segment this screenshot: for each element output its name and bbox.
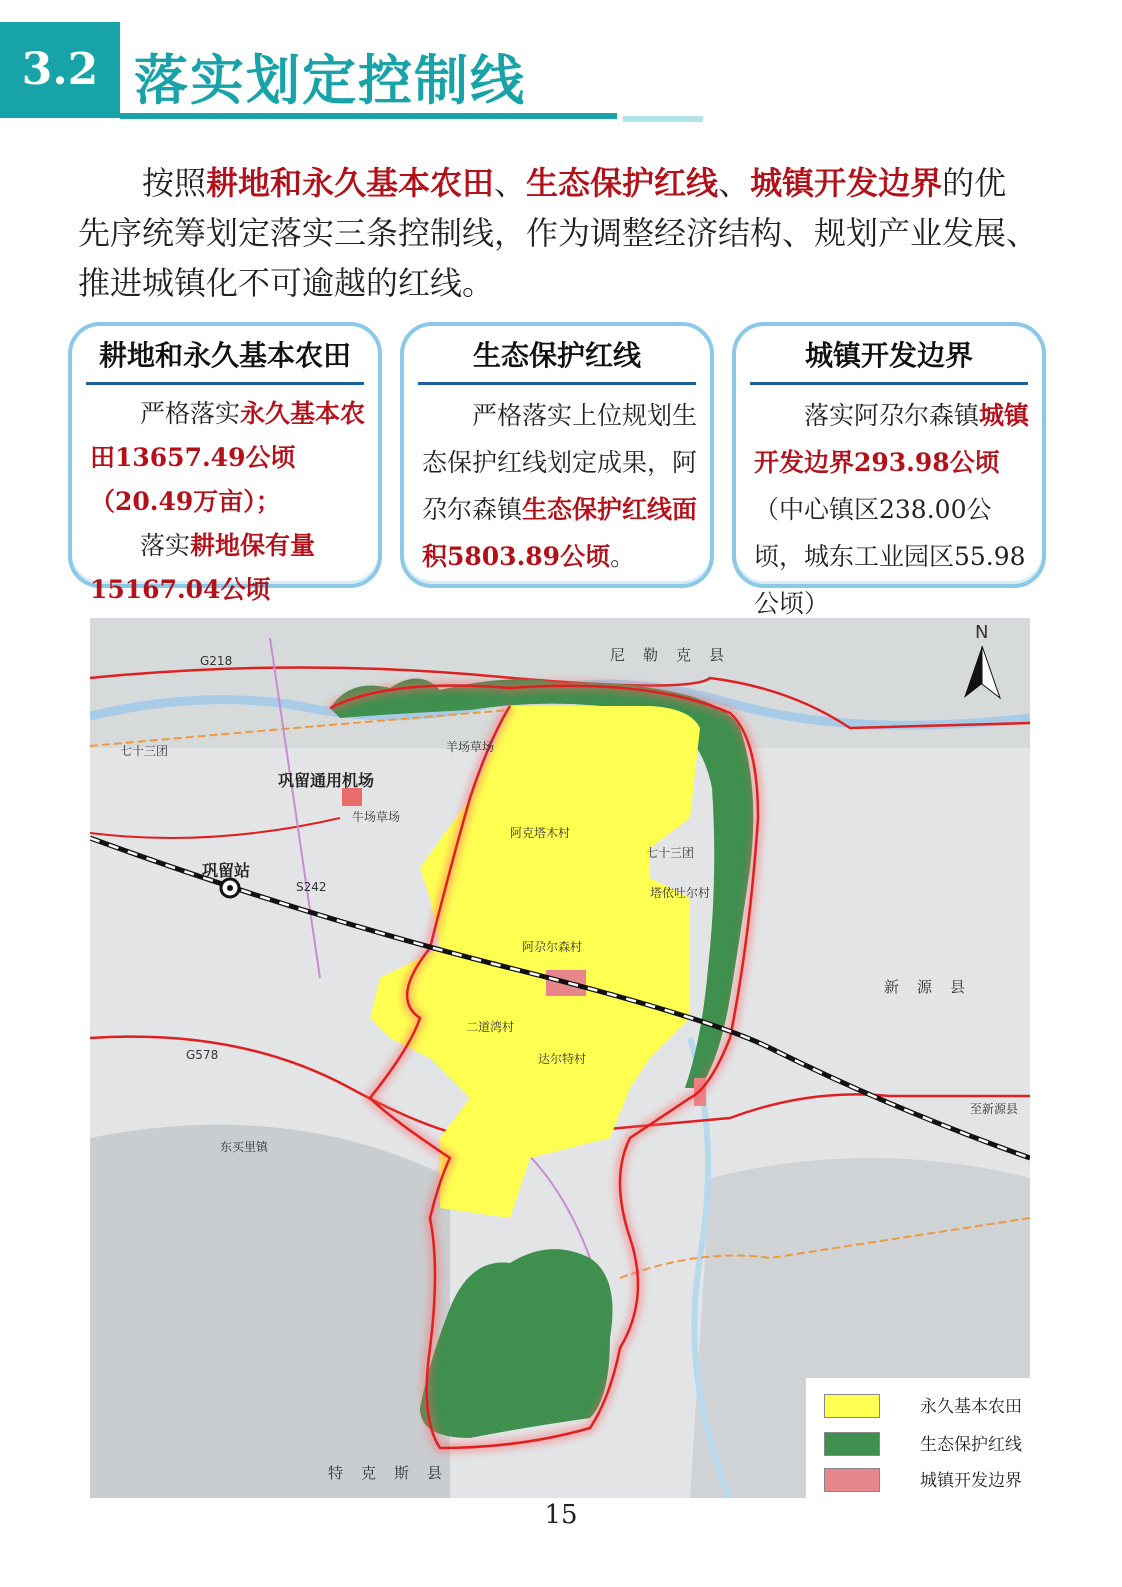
card-text: 落实阿尕尔森镇 (804, 401, 980, 430)
card-title: 城镇开发边界 (804, 339, 973, 372)
card-divider (418, 382, 696, 385)
county-label-tekesi: 特克斯县 (328, 1464, 461, 1482)
page-number: 15 (544, 1500, 578, 1530)
card-highlight: 耕地保有量15167.04公顷 (90, 531, 316, 604)
map-label-station: 巩留站 (202, 861, 251, 880)
card-eco-redline (400, 322, 714, 588)
title-underline-accent (623, 116, 703, 122)
card-text: 落实 (140, 531, 191, 560)
card-divider (750, 382, 1028, 385)
title-underline (120, 113, 617, 119)
map-label-erdaowan: 二道湾村 (466, 1020, 515, 1034)
intro-highlight-urban: 城镇开发边界 (750, 164, 943, 202)
intro-separator: 、 (718, 164, 751, 202)
map-label-qishisan: 七十三团 (120, 744, 169, 758)
legend-swatch (824, 1394, 880, 1418)
map-label-qishisan-east: 七十三团 (646, 846, 695, 860)
road-label-g218: G218 (200, 654, 233, 668)
card-text: 。 (610, 542, 636, 571)
county-label-xinyuan: 新源县 (884, 978, 984, 996)
legend-swatch (824, 1468, 880, 1492)
intro-highlight-farmland: 耕地和永久基本农田 (206, 164, 495, 202)
section-number: 3.2 (0, 22, 120, 118)
intro-paragraph (78, 158, 1038, 308)
card-highlight: 永久基本农田13657.49公顷（20.49万亩）； (90, 399, 366, 516)
card-text: 严格落实上位规划生态保护红线划定成果，阿尕尔森镇 (422, 401, 698, 524)
card-title: 耕地和永久基本农田 (98, 339, 351, 372)
section-title: 落实划定控制线 (134, 49, 526, 112)
card-title: 生态保护红线 (472, 339, 641, 372)
card-farmland (68, 322, 382, 604)
card-divider (86, 382, 364, 385)
map-label-yangchang: 羊场草场 (446, 740, 495, 754)
legend-label: 城镇开发边界 (920, 1471, 1022, 1491)
intro-text: 按照 (142, 164, 207, 202)
road-label-g578: G578 (186, 1048, 219, 1062)
map-label-dadeng: 达尔特村 (538, 1052, 587, 1066)
planning-map (90, 618, 1030, 1498)
intro-highlight-eco: 生态保护红线 (526, 164, 719, 202)
map-label-dongmaili: 东买里镇 (220, 1140, 269, 1154)
card-highlight: 生态保护红线面积5803.89公顷 (422, 495, 698, 571)
map-label-agaersen: 阿尕尔森村 (522, 940, 583, 954)
card-text: 严格落实 (140, 399, 241, 428)
card-urban-boundary (732, 322, 1046, 618)
map-label-niuchang: 牛场草场 (352, 810, 401, 824)
map-label-zhixinyuan: 至新源县 (970, 1102, 1019, 1116)
card-body (754, 392, 1032, 627)
intro-text: 的优先序统筹划定落实三条控制线，作为调整经济结构、规划产业发展、推进城镇化不可逾越的红线。 (78, 164, 1039, 302)
card-text: （中心镇区238.00公顷，城东工业园区55.98公顷） (754, 495, 1026, 618)
map-legend (806, 1378, 1030, 1498)
legend-swatch (824, 1432, 880, 1456)
road-label-s242: S242 (296, 880, 327, 894)
card-highlight: 城镇开发边界293.98公顷 (754, 401, 1030, 477)
card-body (422, 392, 700, 580)
intro-separator: 、 (494, 164, 527, 202)
north-label: N (975, 622, 989, 643)
map-label-akesamu: 阿克塔木村 (510, 826, 571, 840)
legend-label: 永久基本农田 (920, 1397, 1022, 1417)
county-label-nileke: 尼勒克县 (610, 646, 743, 664)
map-label-tayishi: 塔依吐尔村 (650, 886, 711, 900)
card-body (90, 392, 368, 656)
legend-label: 生态保护红线 (920, 1435, 1022, 1455)
map-label-airport: 巩留通用机场 (278, 771, 375, 790)
